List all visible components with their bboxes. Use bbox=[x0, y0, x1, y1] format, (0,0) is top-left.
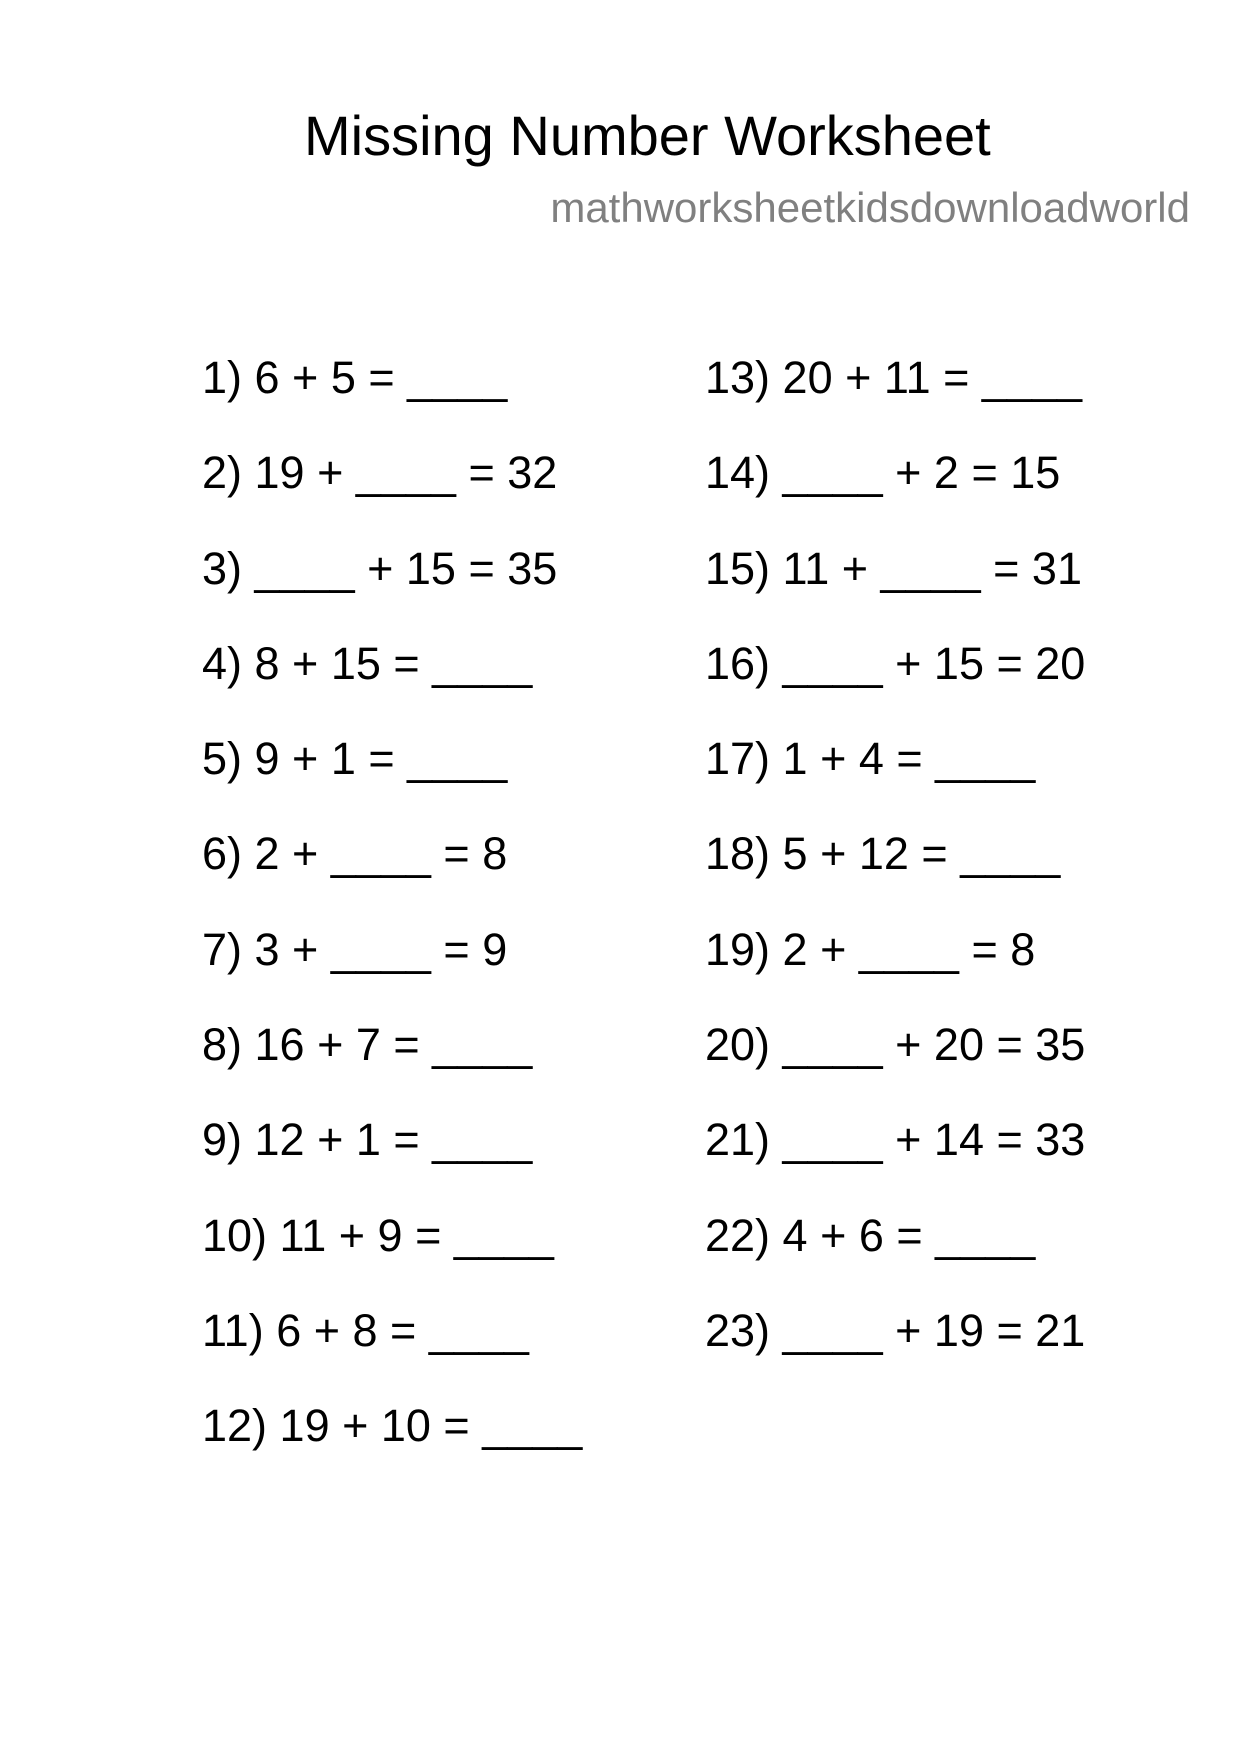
math-problem: 16) ____ + 15 = 20 bbox=[705, 637, 1086, 689]
math-problem: 14) ____ + 2 = 15 bbox=[705, 447, 1061, 499]
math-problem: 12) 19 + 10 = ____ bbox=[202, 1400, 583, 1452]
math-problem: 4) 8 + 15 = ____ bbox=[202, 637, 533, 689]
problems-column-right bbox=[705, 330, 1085, 1378]
worksheet-source-watermark: mathworksheetkidsdownloadworld bbox=[550, 184, 1190, 231]
math-problem: 5) 9 + 1 = ____ bbox=[202, 733, 508, 785]
math-problem: 23) ____ + 19 = 21 bbox=[705, 1304, 1086, 1356]
math-problem: 15) 11 + ____ = 31 bbox=[705, 542, 1082, 594]
math-problem: 21) ____ + 14 = 33 bbox=[705, 1114, 1086, 1166]
math-problem: 22) 4 + 6 = ____ bbox=[705, 1209, 1036, 1261]
math-problem: 6) 2 + ____ = 8 bbox=[202, 828, 508, 880]
problems-column-left bbox=[202, 330, 582, 1474]
math-problem: 19) 2 + ____ = 8 bbox=[705, 923, 1036, 975]
math-problem: 13) 20 + 11 = ____ bbox=[705, 352, 1082, 403]
worksheet-title: Missing Number Worksheet bbox=[304, 104, 991, 167]
math-problem: 9) 12 + 1 = ____ bbox=[202, 1114, 533, 1166]
math-problem: 1) 6 + 5 = ____ bbox=[202, 352, 508, 403]
math-problem: 3) ____ + 15 = 35 bbox=[202, 542, 558, 594]
math-problem: 10) 11 + 9 = ____ bbox=[202, 1209, 554, 1261]
math-problem: 8) 16 + 7 = ____ bbox=[202, 1019, 533, 1071]
math-problem: 17) 1 + 4 = ____ bbox=[705, 733, 1036, 785]
math-problem: 2) 19 + ____ = 32 bbox=[202, 447, 558, 499]
math-problem: 18) 5 + 12 = ____ bbox=[705, 828, 1061, 880]
math-problem: 20) ____ + 20 = 35 bbox=[705, 1019, 1086, 1071]
math-problem: 11) 6 + 8 = ____ bbox=[202, 1304, 529, 1356]
math-problem: 7) 3 + ____ = 9 bbox=[202, 923, 508, 975]
